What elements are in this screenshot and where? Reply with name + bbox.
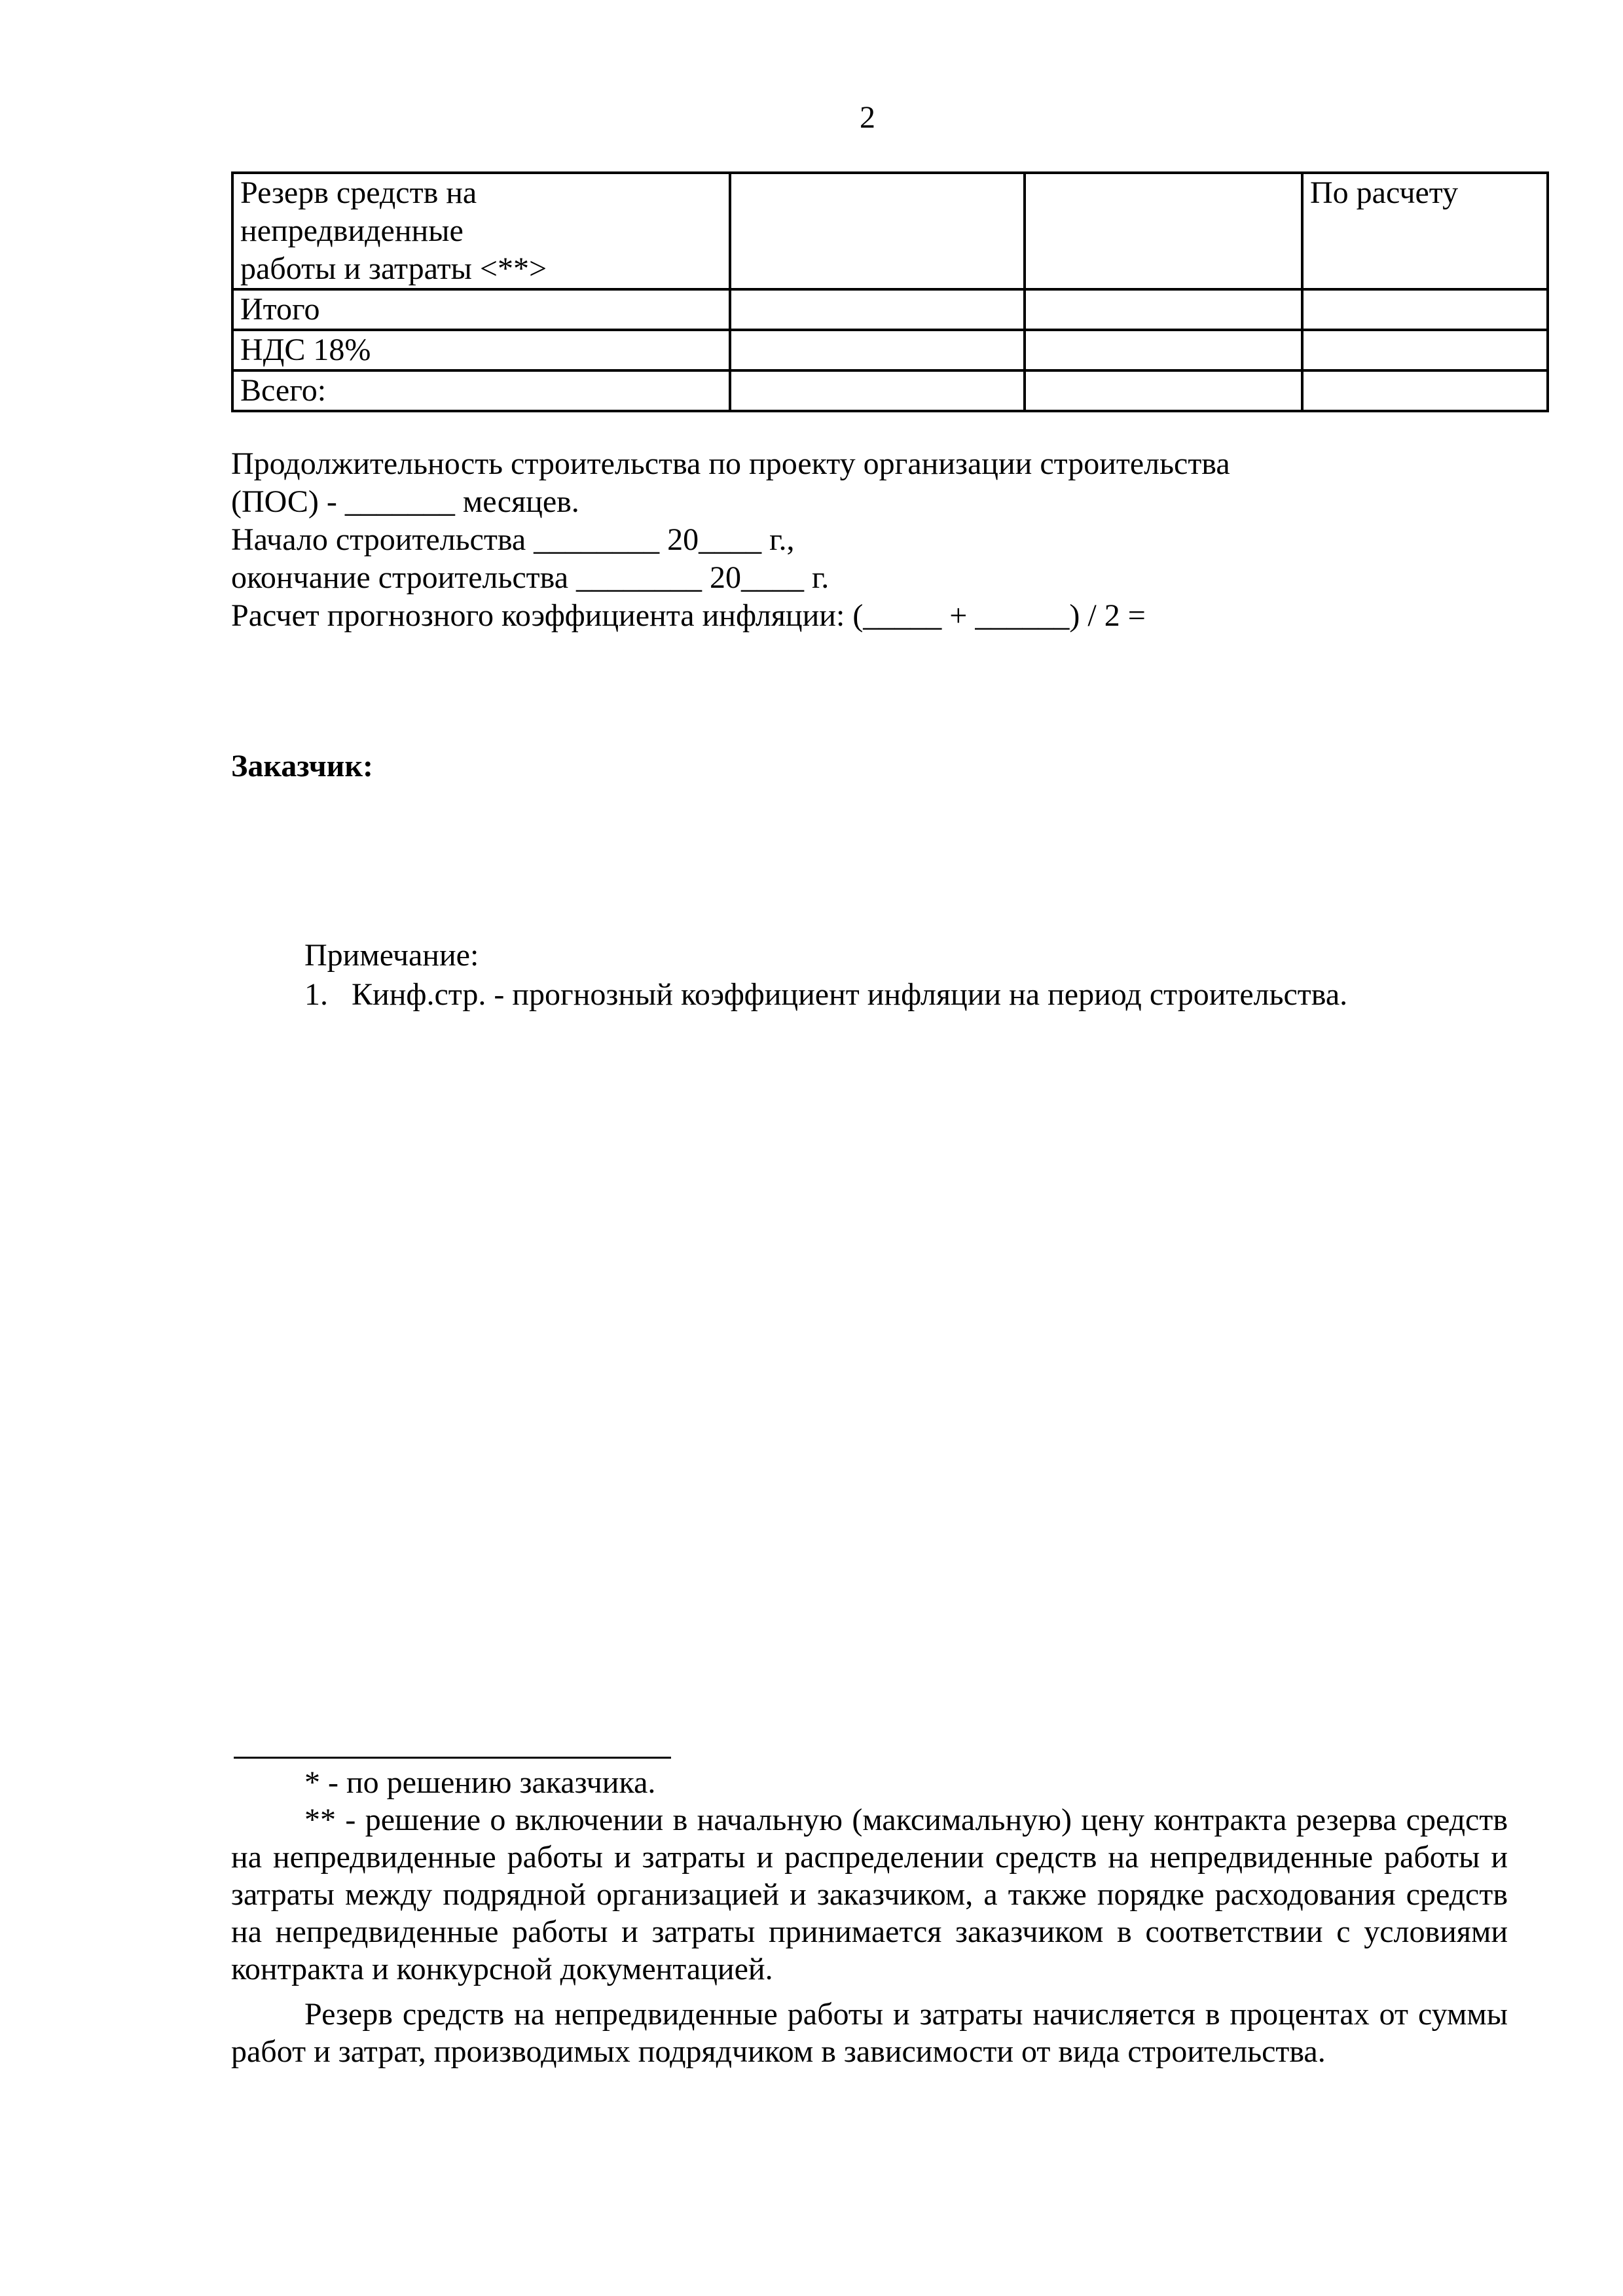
note-item-text: Кинф.стр. - прогнозный коэффициент инфляции на период строительства. [352, 977, 1348, 1012]
construction-duration-block [231, 445, 1554, 635]
vat-label-cell: НДС 18% [232, 330, 730, 370]
footnote-2: ** - решение о включении в начальную (максимальную) цену контракта резерва средств на непредвиденные работы и затраты и распределении средств на непредвиденные работы и затраты между подрядной организацией и заказчиком, а также порядке расходования средств на непредвиденные работы и затраты принимается заказчиком в соответствии с условиями контракта и конкурсной документацией. [231, 1803, 1508, 1986]
total-label-cell: Итого [232, 289, 730, 330]
vat-col2-cell [730, 330, 1025, 370]
grand-total-col2-cell [730, 370, 1025, 411]
total-col4-cell [1302, 289, 1548, 330]
note-item-number: 1. [304, 977, 328, 1012]
footnote-separator [234, 1757, 671, 1759]
start-date-line: Начало строительства ________ 20____ г., [231, 522, 795, 557]
total-col3-cell [1025, 289, 1302, 330]
footnote-3: Резерв средств на непредвиденные работы и затраты начисляется в процентах от суммы работ и затрат, производимых подрядчиком в зависимости от вида строительства. [231, 1997, 1508, 2069]
reserve-label-line-3: работы и затраты <**> [240, 251, 547, 286]
grand-total-col3-cell [1025, 370, 1302, 411]
duration-line-2: (ПОС) - _______ месяцев. [231, 484, 579, 519]
reserve-col4-cell: По расчету [1302, 173, 1548, 289]
reserve-col2-cell [730, 173, 1025, 289]
cost-table [231, 171, 1549, 412]
total-col2-cell [730, 289, 1025, 330]
footnote-1: * - по решению заказчика. [304, 1765, 656, 1800]
end-date-line: окончание строительства ________ 20____ г. [231, 560, 830, 595]
reserve-col3-cell [1025, 173, 1302, 289]
reserve-label-line-1: Резерв средств на [240, 175, 477, 210]
table-row-grand-total [232, 370, 1548, 411]
footnotes-block [231, 1764, 1508, 2070]
grand-total-label-cell: Всего: [232, 370, 730, 411]
table-row-total [232, 289, 1548, 330]
duration-line-1: Продолжительность строительства по проекту организации строительства [231, 446, 1230, 481]
vat-col4-cell [1302, 330, 1548, 370]
inflation-calc-line: Расчет прогнозного коэффициента инфляции: (_____ + ______) / 2 = [231, 598, 1146, 633]
note-title: Примечание: [304, 938, 479, 973]
reserve-label-cell [232, 173, 730, 289]
reserve-label-line-2: непредвиденные [240, 213, 464, 248]
grand-total-col4-cell [1302, 370, 1548, 411]
page-number: 2 [860, 100, 875, 135]
note-item [304, 975, 1347, 1014]
vat-col3-cell [1025, 330, 1302, 370]
table-row-reserve [232, 173, 1548, 289]
table-row-vat [232, 330, 1548, 370]
customer-label: Заказчик: [231, 749, 373, 783]
note-block [304, 936, 1347, 1014]
